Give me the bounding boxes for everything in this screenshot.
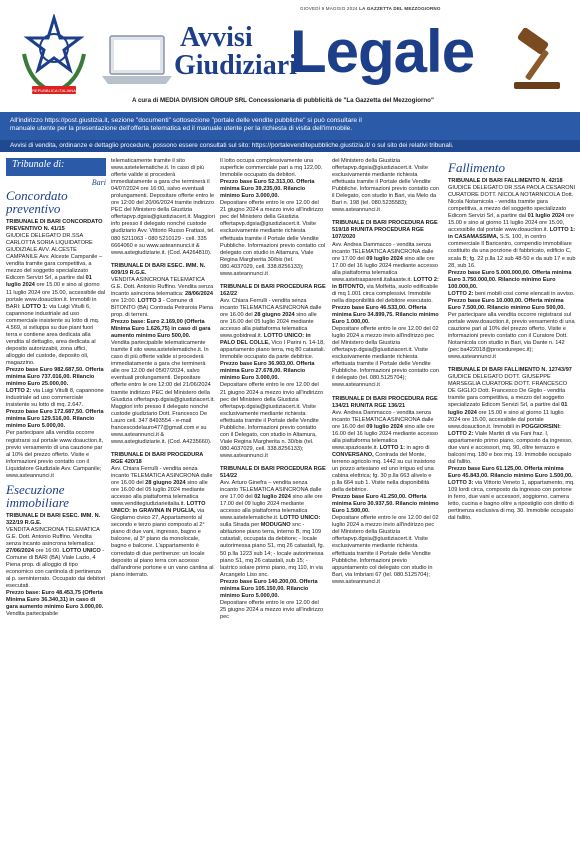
section-fallimento: Fallimento: [448, 160, 506, 175]
price-block: Prezzo base Euro 52.313,00. Offerta minima Euro 39.235,00. Rilancio minimo Euro 3.000,00.: [220, 179, 315, 200]
price-block: Prezzo base Euro 41.250,00. Offerta minima Euro 30.937,50. Rilancio minimo Euro 1.500,00.: [332, 494, 439, 515]
notice-text: sulla Strada per: [220, 522, 260, 529]
banner-line-1: All'indirizzo https://post.giustizia.it, sezione "documenti" sottosezione "portale delle vendite pubbliche" si può consultare il: [10, 117, 362, 124]
notice-text: ore 15.00 e sino al giorno 11 luglio 2024 ore 15.00, accessibile dal portale www.doauction.it.: [448, 213, 574, 234]
notice-heading: TRIBUNALE DI BARI PROCEDURA RGE 514/22: [220, 465, 326, 480]
notice-text: GIUDICE DELEGATO DOTT. GIUSEPPE MARSEGLIA CURATORE DOTT. FRANCESCO DE GIGLIO Dott. Francesco De Giglio - vendita tramite gara competitiva, a mezzo del soggetto specializzato Edicom Servizi Srl, a partire dal: [448, 374, 568, 409]
notice-text: Avv. Andrea Dammacco - vendita senza incanto TELEMATICA ASINCRONA dalle ore 17.00 del: [332, 241, 434, 262]
notice-text: in agro di: [406, 444, 430, 451]
masthead-avvisi: Avvisi: [180, 22, 253, 53]
notice-text: Vendita partecipabile telematicamente tramite il sito www.astetelematiche.it. In caso di più offerte valide si procederà immediatamente a gara che terminerà alle ore 12.00 del 05/07/2024, salvo eventuali prolungamenti. Depositare offerte entro le ore 12:00 del 21/06/2024 tramite indirizzo PEC del Ministero della Giustizia offertapvp.dgsia@giustiziacert.it. Maggiori info presso il delegato nonché custode giudiziario Dott. Francesco De Lauro cell. 347 8493554 - e-mail francescodelauro477@gmail.com e su www.asteannunci.it & www.astegiudiziarie.it. (Cod. A4235660).: [111, 340, 215, 445]
price-block: Prezzo base Euro 36.903,00. Offerta minima Euro 27.678,00. Rilancio minimo Euro 3.000,00.: [220, 361, 315, 382]
lotto-label: LOTTO UNICO:: [111, 501, 206, 515]
notice-heading: TRIBUNALE DI BARI FALLIMENTO N. 12743/97: [448, 367, 572, 374]
notice-heading: TRIBUNALE DI BARI ESEC. IMM. N. 609/19 R.G.E.: [111, 262, 206, 276]
notice-text: telematicamente tramite il sito www.astetelematiche.it. In caso di più offerte valide si procederà immediatamente a gara che terminerà il 04/07/2024 ore 16:00, salvo eventuali prolungamenti. Depositare offerte entro le ore 12:00 del 20/06/2024 tramite indirizzo PEC del Ministero della Giustizia offertapvp.dgsia@giustiziacert.it. Maggiori info presso il delegato nonché custode giudiziario Avv. Vittorio Russo Frattasi, tel. 080 5211063 - 080 5210129 - cell. 335 6664060 e su www.asteannunci.it & www.astegiudiziarie.it. (Cod. A4264810).: [111, 158, 215, 256]
notice-text: sino alle ore 16.00 del 05 luglio 2024 mediante accesso alla piattaforma telematica www.gobidreal.it.: [220, 311, 317, 340]
lotto-label: LOTTO 1:: [22, 303, 48, 310]
notice-text: Depositare offerte entro le ore 12.00 del 02 luglio 2024 a mezzo invio all'indirizzo pec del Ministero della Giustizia offertapvp.dgsia@giustiziacert.it. Visite esclusivamente mediante richiesta effettuata tramite il Portale delle Vendite Pubbliche. Informazioni previo appuntamento col delegato con studio in Bari, via Imbriani 67 (tel. 080.5125704); www.asteannunci.it: [332, 515, 439, 585]
lotto-label: LOTTO 2:: [448, 430, 474, 437]
column-1: [6, 158, 106, 618]
notice-text: ore 12:00.: [111, 297, 137, 304]
price-block: Prezzo base Euro 5.000.000,00. Offerta minima Euro 3.750.000,00. Rilancio minimo Euro 100.000,00.: [448, 269, 572, 290]
lotto-label: LOTTO 3:: [448, 479, 474, 486]
column-3: [220, 158, 326, 621]
notice-heading: TRIBUNALE DI BARI PROCEDURA RGE 134/21 RIUNITA RGE 136/21: [332, 395, 438, 409]
notice-text: beni mobili così come elencati in avviso.: [474, 290, 575, 297]
lotto-label: LOTTO 2:: [6, 388, 32, 395]
notice-text: del Ministero della Giustizia offertapvp.dgsia@giustiziacert.it. Visite esclusivamente mediante richiesta effettuata tramite il Portale delle Vendite Pubbliche. Informazioni previo contatto con il Delegato, con studio in Bari, via Melo da Bari n. 198 (tel. 080.5235583); www.asteannunci.it: [332, 158, 439, 214]
price-block: Prezzo base Euro 982.687,50. Offerta minima Euro 737.016,00. Rilancio minimo Euro 25.000,00.: [6, 367, 104, 388]
notice-text: via Luigi Vitulli 6, capannone industriale ad uso commerciale insistente su lotto di mq. 4.569, si sviluppa su due piani fuori terra e contiene area dedicata alla vendita al dettaglio, area dedicata al deposito autorizzabii, zona uffici, alloggio del custode, deposito oli, magazzino.: [6, 303, 100, 366]
location-label: in GRAVINA IN PUGLIA,: [132, 508, 196, 515]
tribunale-label-box: [6, 158, 106, 176]
price-block: Prezzo base: Euro 2.169,00 (Offerta Minima Euro 1.626,75) in caso di gara aumento minimo Euro 500,00.: [111, 319, 211, 340]
column-4: [332, 158, 442, 586]
location-label: MODUGNO: [260, 522, 291, 529]
location-label: POGGIORSINI:: [521, 423, 561, 430]
price-block: Prezzo base: Euro 48.453,75 (Offerta Minima Euro 36.340,31) in caso di gara aumento minimo Euro 3.000,00.: [6, 590, 104, 611]
masthead-legale: Legale: [290, 18, 475, 85]
notice-text: via Vittorio Veneto 1, appartamento, mq. 109 lordi circa, composto da ingresso con portone in ferro, due vani e accessori, soggiorno, camera letto, cucina e bagno oltre a ripostiglio con diritto di pertinenza esclusiva di mq. 30. Immobile occupato dal fallito.: [448, 479, 575, 522]
masthead-giudiziari: Giudiziari: [174, 50, 297, 81]
notice-text: GIUDICE DELEGATO DR.SSA PAOLA CESARONI CURATORE DOTT. NICOLA NOTARNICOLA Dott. Nicola Notarnicola - vendita tramite gara competitiva, a mezzo del soggetto specializzato Edicom Servizi Srl, a partire dal: [448, 185, 576, 220]
notice-text: - Comune di BARI (BA) Viale Lazio, 4 Piena prop. di alloggio di tipo economico con cantinola di pertinenza al p. seminterrato. Occupato dai debitori esecutati.: [6, 548, 106, 590]
notice-text: snc - abitazione piano terra, interno B, mq 109 catastali, occupata da debitore; - locale autorimessa piano S1, mq 26 catastali, fg. 50 p.lla 1223 sub 14; - locale autorimessa piano S1, mq 26 catastali, sub 15; - lastrico solare primo piano, mq 110, in via Arcangelo Liso snc.: [220, 522, 325, 578]
notice-text: Avv. Andrea Dammacco - vendita senza incanto TELEMATICA ASINCRONA dalle ore 16.00 del: [332, 409, 434, 430]
notice-text: Per partecipare alla vendita occorre registrarsi sul portale www.doauction.it, previo versamento di una cauzione pari al 10% del prezzo offerto. Visite e informazioni previo contatto con il Curatore Dott. Notarnicola con studio in Bari, via Dante n. 142 (pec ba422018@procedurepec.it); www.asteannunci.it: [448, 311, 575, 361]
notice-text: VENDITA ASINCRONA TELEMATICA G.E. Dott. Antonio Ruffino. Vendita senza incanto asincrona telematica:: [111, 276, 214, 297]
column-5: [448, 158, 576, 522]
notice-text: ore 15.00 e sino al giorno 11 luglio 2024 ore 15.00, accessibile dal portale www.doauction.it. Immobili in: [448, 409, 564, 430]
notice-date: 01 luglio 2024: [448, 402, 568, 416]
curatela-line: A cura di MEDIA DIVISION GROUP SRL Concessionaria di pubblicità de "La Gazzetta del Mezzogiorno": [132, 97, 434, 104]
price-block: Prezzo base Euro 172.687,50. Offerta minima Euro 129.516,00. Rilancio minimo Euro 5.000,00.: [6, 409, 104, 430]
notice-text: GIUDICE DELEGATO DR.SSA CARLOTTA SORIA LIQUIDATORE GIUDIZIALE AVV. ALCESTE CAMPANILE Avv. Alceste Campanile – vendita tramite gara competitiva, a mezzo del soggetto specializzato Edicom Servizi Srl, a partire dal: [6, 233, 103, 282]
location-label: CONVERSANO,: [332, 451, 374, 458]
lotto-label: LOTTO 3: [137, 297, 162, 304]
lotto-label: LOTTO UNICO:: [280, 515, 321, 522]
notice-text: ore 15.00 e sino al giorno 11 luglio 2024 ore 15.00, accessibile dal portale www.doauction.it. Immobili in BARI:: [6, 282, 106, 310]
notice-heading: TRIBUNALE DI BARI PROCEDURA RGE 420/18: [111, 451, 204, 465]
notice-text: S.S. 100, in centro commerciale Il Baricentro, compendio immobiliare costituito da una porzione di fabbricato, edificio C, scala B; fg. 22 p.lla 12 sub 48-50 e da sub 17 e sub 28, sub 16.: [448, 234, 576, 269]
lotto-label: LOTTO 2:: [448, 290, 474, 297]
notice-text: Vico I Parini n. 14-18, appartamento piano terra, mq 80 catastali. Immobile occupato da parte debitrice.: [220, 340, 326, 361]
gavel-icon: [510, 28, 566, 92]
notice-date: 09 luglio 2024: [366, 423, 403, 430]
tribunale-city: Bari: [91, 178, 106, 187]
notice-text: Avv. Chiara Ferrulli - vendita senza incanto TELEMATICA ASINCRONA dalle ore 16.00 del: [220, 297, 322, 318]
banner-line-3: Avvisi di vendita, ordinanze e dettaglio procedure, possono essere consultati sul sito: https://portalevenditepubbliche.giustizia.it/ o sul sito dei relativi tribunali.: [0, 140, 580, 152]
notice-text: via Gioglamo civico 27, Appartamento al secondo e terzo piano composto al 2° piano di due vani, ingresso, bagno e balcone, al 3° piano da monolocale, bagno e balcone. L'appartamento è corredato di due pertinenze: un locale deposito al piano terra con accesso dall'androne portone e un vano cantina al piano interrato.: [111, 508, 214, 578]
newspaper-name: LA GAZZETTA DEL MEZZOGIORNO: [359, 6, 441, 11]
section-esecuzione: Esecuzione immobiliare: [6, 481, 70, 510]
date-text: GIOVEDÌ 9 MAGGIO 2024: [300, 6, 358, 11]
lotto-label: LOTTO UNICO: [62, 548, 101, 555]
notice-text: sino alle ore 16.00 del 16 luglio 2024 mediante accesso alla piattaforma telematica www.spazioaste.it.: [332, 423, 439, 451]
lotto-label: LOTTO 1:: [379, 444, 405, 451]
info-banner: [0, 112, 580, 152]
lotto-label: LOTTO 2: in BITONTO,: [332, 276, 439, 290]
notice-date: 28 giugno 2024: [145, 480, 186, 487]
notice-text: Depositare offerte entro le ore 12.00 del 02 luglio 2024 a mezzo invio all'indirizzo pec del Ministero della Giustizia offertapvp.dgsia@giustiziacert.it. Visite esclusivamente mediante richiesta effettuata tramite il Portale delle Vendite Pubbliche. Informazioni previo contatto con il delegato (tel. 080.5125704); www.asteannunci.it: [332, 326, 439, 389]
notice-date: 28/06/2024: [185, 290, 214, 297]
notice-text: Vendita partecipabile: [6, 611, 58, 618]
lotto-label: LOTTO UNICO: in PALO DEL COLLE,: [220, 333, 311, 347]
notice-text: Depositare offerte entro le ore 12.00 del 21 giugno 2024 a mezzo invio all'indirizzo pec del Ministero della Giustizia offertapvp.dgsia@giustiziacert.it. Visite esclusivamente mediante richiesta effettuata tramite il Portale delle Vendite Pubbliche. Informazioni previo contatto col delegato con studio in Altamura, Viale Regina Margherita 30/bis (tel. 080.4037029, cell. 338.8256133); www.asteannunci.it: [220, 200, 326, 277]
notice-date: 27/06/2024: [6, 548, 34, 555]
notice-text: Depositare offerte entro le ore 12.00 del 25 giugno 2024 a mezzo invio all'indirizzo pec: [220, 599, 324, 620]
masthead: [0, 0, 580, 108]
banner-line-2: manuale utente per la presentazione dell'offerta telematica ed il manuale utente per la richiesta di visita dell'immobile.: [10, 125, 353, 132]
column-2: [111, 158, 215, 579]
notice-text: VENDITA ASINCRONA TELEMATICA G.E. Dott. Antonio Ruffino. Vendita senza incanto asincrona telematica:: [6, 526, 100, 547]
date-line: [300, 6, 441, 11]
notice-date: 01 luglio 2024: [527, 213, 565, 220]
notice-text: Il lotto occupa complessivamente una superficie commerciale pari a mq 122,00. Immobile occupato da debitori.: [220, 158, 323, 179]
notice-text: sino alle ore 16.00 del 05 luglio 2024 mediante accesso alla piattaforma telematica www.venditegiudiziarieitalia.it.: [111, 480, 208, 508]
notice-text: Per partecipare alla vendita occorre registrarsi sul portale www.doauction.it, previo versamento di una cauzione par al 10% del prezzo offerto. Visite e informazioni previo contatto con il Liquidatore Giudiziale Avv. Campanile; www.asteannunci.it: [6, 430, 103, 479]
price-block: Prezzo base Euro 140.200,00. Offerta minima Euro 105.150,00. Rilancio minimo Euro 5.000,00.: [220, 578, 318, 599]
tribunale-label: Tribunale di:: [12, 159, 65, 170]
notice-text: Contrada del Monte, terreno agricolo mq. 1442 su cui insistono un pozzo artesiano ed uno irriguo ed una cabina elettrica; fg. 30 p.lla 663 alivelo e p.lla 664 sub 1. Visite nella disponibilità della debitrice.: [332, 451, 436, 494]
notice-text: via Molfetta, suolo edificabile di mq 1.001 circa complessivi. Immobile nella disponibilità del debitore esecutato.: [332, 283, 439, 304]
notice-heading: TRIBUNALE DI BARI ESEC. IMM. N. 322/19 R.G.E.: [6, 512, 101, 526]
notice-text: Avv. Chiara Ferrulli - vendita senza incanto TELEMATICA ASINCRONA dalle ore 16.00 del: [111, 465, 213, 487]
section-concordato: Concordato preventivo: [6, 188, 68, 217]
emblem-text: REPUBBLICA ITALIANA: [32, 88, 76, 93]
price-block: Prezzo base Euro 46.533,00. Offerta minima Euro 34.899,75. Rilancio minimo Euro 1.000,00.: [332, 304, 439, 326]
price-block: Prezzo base Euro 61.125,00. Offerta minima Euro 45.843,00. Rilancio minimo Euro 1.500,00.: [448, 465, 573, 479]
notice-heading: TRIBUNALE DI BARI PROCEDURA RGE 162/22: [220, 283, 326, 297]
notice-heading: TRIBUNALE DI BARI FALLIMENTO N. 42/18: [448, 178, 563, 184]
notice-text: Viale Martiri di via Fani fraz. I, appartamento primo piano, composto da ingresso, due vani e accessori, mq. 90, oltre terrazzo e balconi mq. 180 e box mq. 19. Immobile occupato dal fallito.: [448, 430, 573, 465]
notice-date: 09 luglio 2024: [366, 255, 403, 262]
notice-text: Avv. Arturo Ginefra – vendita senza incanto TELEMATICA ASINCRONA dalle ore 17.00 del: [220, 480, 322, 501]
republic-emblem-icon: [18, 14, 90, 100]
laptop-icon: [100, 32, 174, 88]
notice-text: sino alle ore 17.00 del 16 luglio 2024 mediante accesso alla piattaforma telematica www.astetrasparenti.italiaaste.it.: [332, 255, 439, 283]
notice-heading: TRIBUNALE DI BARI PROCEDURA RGE 519/18 RIUNITA PROCEDURA RGE 107/2020: [332, 220, 438, 241]
notice-text: ore 16:00.: [35, 548, 61, 555]
notice-text: via Luigi Vitulli 8, capannone industriale ad uso commerciale insistente su lotto di mq. 2.647.: [6, 388, 104, 409]
notice-text: sino alle ore 17.00 del 09 luglio 2024 mediante accesso alla piattaforma telematica www.astetelematiche.it.: [220, 494, 323, 522]
lotto-label: LOTTO 1: in CASAMASSIMA,: [448, 227, 576, 241]
notice-date: 01 luglio 2024: [6, 275, 92, 289]
notice-date: 28 giugno 2024: [254, 311, 295, 318]
notice-heading: TRIBUNALE DI BARI CONCORDATO PREVENTIVO N. 41/15: [6, 219, 103, 233]
price-block: Prezzo base Euro 10.000,00. Offerta minima Euro 7.500,00. Rilancio minimo Euro 500,00.: [448, 297, 565, 311]
notice-text: - Comune di BITONTO (BA) Contrada Petraroia Piena prop. di terreni.: [111, 297, 214, 318]
notice-text: Depositare offerte entro le ore 12.00 del 21 giugno 2024 a mezzo invio all'indirizzo pec del Ministero della Giustizia offertapvp.dgsia@giustiziacert.it. Visite esclusivamente mediante richiesta effettuata tramite il Portale delle Vendite Pubbliche. Informazioni previo contatto con il Delegato, con studio in Altamura, Viale Regina Margherita n. 30/bis (tel. 080.4037029, cell. 338.8256133); www.asteannunci.it: [220, 382, 324, 459]
notice-date: 02 luglio 2024: [254, 494, 291, 501]
